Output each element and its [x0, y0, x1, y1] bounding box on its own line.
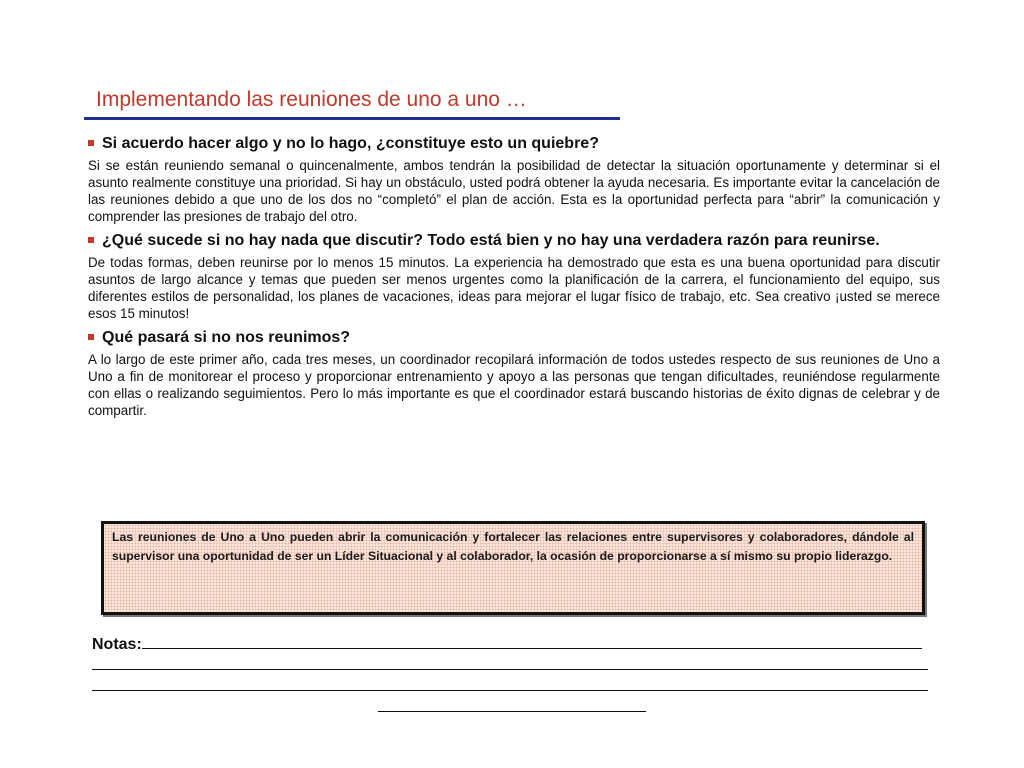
faq-content [88, 134, 940, 425]
callout-box [101, 521, 925, 615]
notes-line [142, 634, 922, 649]
question-2-text: ¿Qué sucede si no hay nada que discutir? Todo está bien y no hay una verdadera razón para reunirse. [102, 232, 880, 249]
title-underline [84, 117, 620, 120]
answer-2: De todas formas, deben reunirse por lo menos 15 minutos. La experiencia ha demostrado que esta es una buena oportunidad para discutir asuntos de largo alcance y temas que pueden ser menos urgentes como la planificación de la carrera, el funcionamiento del equipo, sus diferentes estilos de personalidad, los planes de vacaciones, ideas para mejorar el lugar físico de trabajo, etc. Sea creativo ¡usted se merece esos 15 minutos! [88, 255, 940, 321]
question-2 [88, 231, 940, 250]
question-1-text: Si acuerdo hacer algo y no lo hago, ¿constituye esto un quiebre? [102, 135, 599, 152]
square-bullet-icon [88, 140, 94, 146]
notes-line [378, 697, 646, 712]
question-3 [88, 328, 940, 347]
notes-line [92, 676, 928, 691]
callout-text: Las reuniones de Uno a Uno pueden abrir la comunicación y fortalecer las relaciones entre supervisores y colaboradores, dándole al supervisor una oportunidad de ser un Líder Situacional y al colaborador, la ocasión de proporcionarse a sí mismo su propio liderazgo. [112, 530, 914, 563]
answer-3: A lo largo de este primer año, cada tres meses, un coordinador recopilará información de todos ustedes respecto de sus reuniones de Uno a Uno a fin de monitorear el proceso y proporcionar entrenamiento y apoyo a las personas que tengan dificultades, reuniéndose regularmente con ellas o realizando seguimientos. Pero lo más importante es que el coordinador estará buscando historias de éxito dignas de celebrar y de compartir. [88, 352, 940, 418]
notes-label: Notas: [92, 636, 142, 653]
notes-section [92, 634, 932, 718]
page-title: Implementando las reuniones de uno a uno … [96, 88, 527, 111]
square-bullet-icon [88, 334, 94, 340]
question-1 [88, 134, 940, 153]
question-3-text: Qué pasará si no nos reunimos? [102, 329, 351, 346]
square-bullet-icon [88, 237, 94, 243]
notes-line [92, 655, 928, 670]
answer-1: Si se están reuniendo semanal o quincenalmente, ambos tendrán la posibilidad de detectar la situación oportunamente y determinar si el asunto realmente constituye una prioridad. Si hay un obstáculo, usted podrá obtener la ayuda necesaria. Es importante evitar la cancelación de las reuniones debido a que uno de los dos no “completó” el plan de acción. Esta es la oportunidad perfecta para “abrir” la comunicación y comprender las presiones de trabajo del otro. [88, 158, 940, 224]
